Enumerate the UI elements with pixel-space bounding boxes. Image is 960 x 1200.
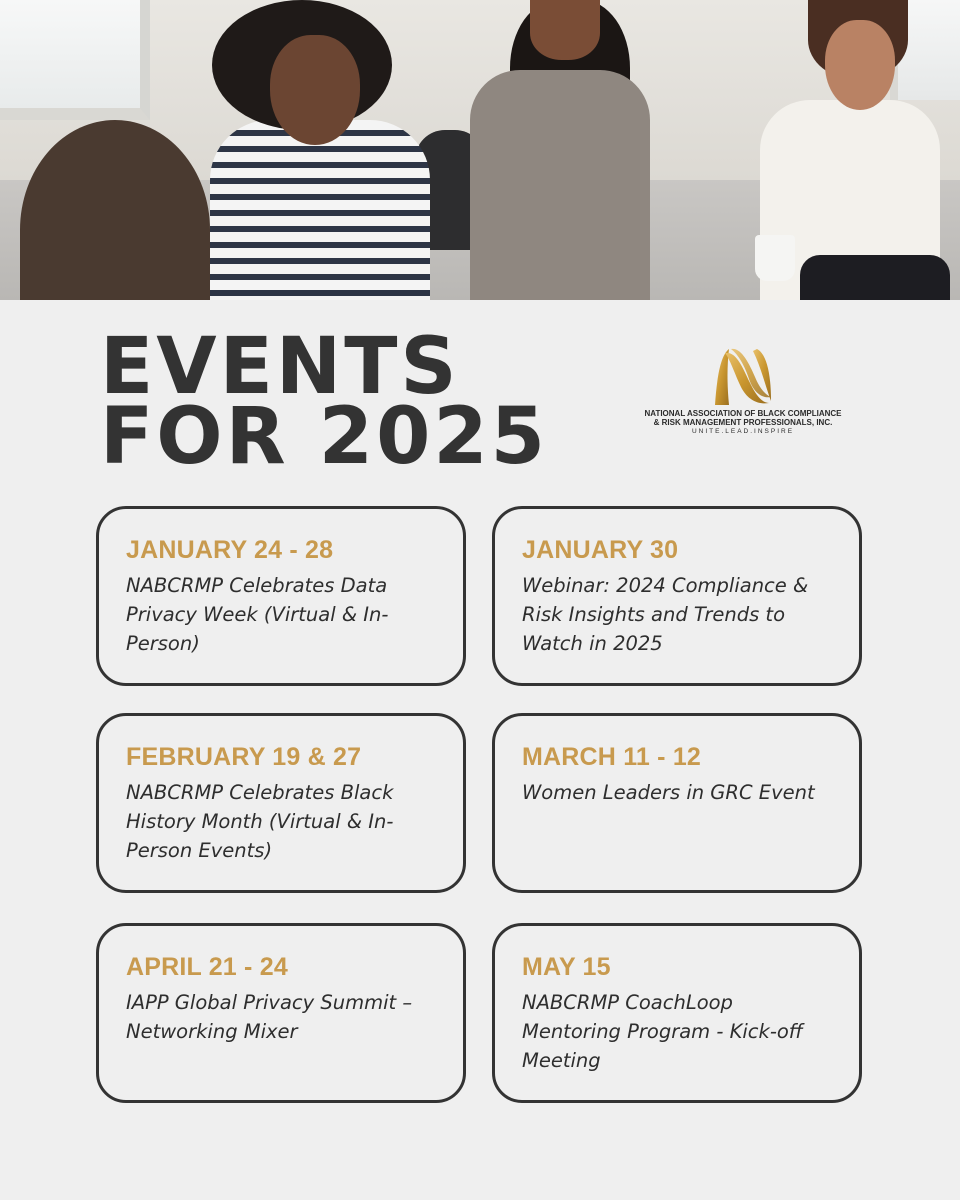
title-line-2: FOR 2025 xyxy=(100,392,548,482)
event-date: JANUARY 24 - 28 xyxy=(126,536,334,564)
event-card xyxy=(492,923,862,1103)
window xyxy=(0,0,150,120)
event-card xyxy=(96,506,466,686)
event-description: IAPP Global Privacy Summit – Networking Mixer xyxy=(126,991,413,1043)
event-date: APRIL 21 - 24 xyxy=(126,953,288,981)
event-card xyxy=(96,713,466,893)
event-card xyxy=(492,713,862,893)
logo-tagline: UNITE.LEAD.INSPIRE xyxy=(691,428,795,435)
person-gray-blouse xyxy=(470,70,650,300)
event-description: NABCRMP Celebrates Data Privacy Week (Virtual & In-Person) xyxy=(126,574,389,655)
event-description: NABCRMP CoachLoop Mentoring Program - Kick-off Meeting xyxy=(522,991,803,1072)
page-title xyxy=(100,322,548,482)
event-date: FEBRUARY 19 & 27 xyxy=(126,743,362,771)
person-striped-shirt xyxy=(210,120,430,300)
person-legs xyxy=(800,255,950,300)
event-card xyxy=(492,506,862,686)
event-description: NABCRMP Celebrates Black History Month (Virtual & In-Person Events) xyxy=(126,781,394,862)
organization-logo xyxy=(618,345,868,450)
n-monogram-icon xyxy=(707,345,779,409)
event-card xyxy=(96,923,466,1103)
event-description: Women Leaders in GRC Event xyxy=(522,781,815,804)
person-face xyxy=(270,35,360,145)
person-back-of-head xyxy=(20,120,210,300)
event-date: JANUARY 30 xyxy=(522,536,679,564)
hero-photo xyxy=(0,0,960,300)
logo-text-line-1: NATIONAL ASSOCIATION OF BLACK COMPLIANCE xyxy=(644,409,842,418)
coffee-cup xyxy=(755,235,795,281)
title-line-1: EVENTS xyxy=(100,322,460,412)
event-description: Webinar: 2024 Compliance & Risk Insights and Trends to Watch in 2025 xyxy=(522,574,809,655)
person-face xyxy=(825,20,895,110)
person-face xyxy=(530,0,600,60)
event-date: MARCH 11 - 12 xyxy=(522,743,702,771)
logo-text-line-2: & RISK MANAGEMENT PROFESSIONALS, INC. xyxy=(653,418,833,427)
event-date: MAY 15 xyxy=(522,953,611,981)
